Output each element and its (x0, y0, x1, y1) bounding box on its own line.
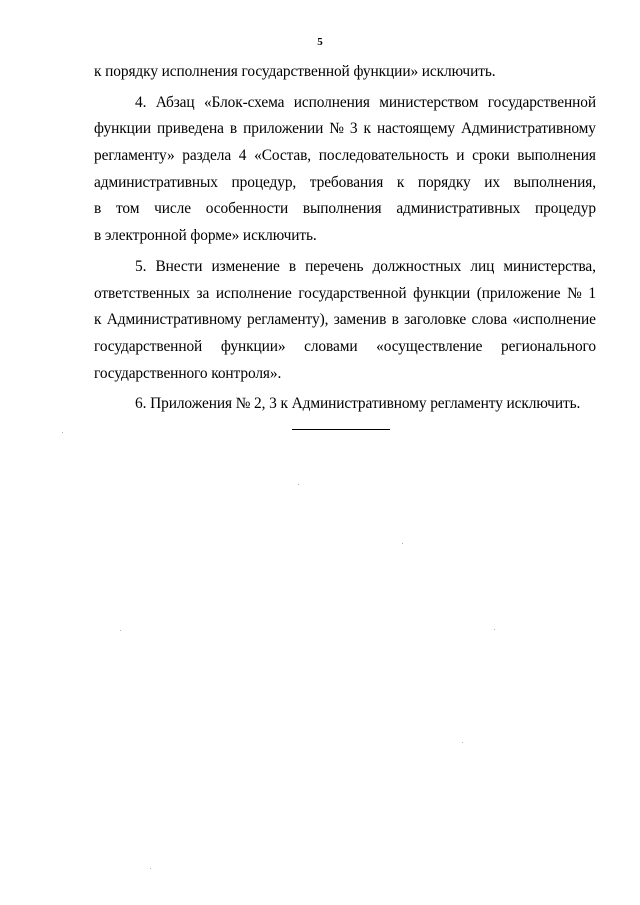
word: государственной (94, 337, 203, 355)
word: процедур (535, 200, 596, 218)
end-of-text-rule (292, 429, 390, 430)
word: настоящему (376, 120, 455, 138)
word: функции (94, 120, 152, 138)
word: регионального (501, 337, 596, 355)
word: их (484, 173, 500, 191)
paragraph-line: в электронной форме» исключить. (94, 227, 317, 245)
word: Абзац (155, 93, 195, 111)
word: порядку (417, 173, 471, 191)
scan-speck (62, 432, 63, 433)
word: процедур, (231, 173, 297, 191)
scan-speck (298, 484, 299, 485)
word: регламенту» (94, 147, 175, 165)
word: министерства, (503, 257, 596, 275)
word: особенности (205, 200, 289, 218)
word: в (391, 311, 399, 329)
paragraph-line: к порядку исполнения государственной функции» исключить. (94, 63, 496, 80)
word: перечень (305, 257, 364, 275)
paragraph-line: 6. Приложения № 2, 3 к Административному регламенту исключить. (135, 395, 581, 413)
word: сроки (472, 147, 510, 165)
paragraph-line: государственного контроля». (94, 364, 282, 382)
word: раздела (182, 147, 232, 165)
word: Административному (106, 311, 242, 329)
word: в (288, 257, 296, 275)
word: изменение (211, 257, 280, 275)
word: (приложение (476, 284, 561, 302)
word: регламенту), (246, 311, 329, 329)
scan-speck (402, 543, 403, 544)
word: административных (396, 200, 521, 218)
word: словами (304, 337, 358, 355)
word: Административному (461, 120, 596, 138)
word: приложении (243, 120, 324, 138)
word: «Состав, (254, 147, 312, 165)
page-number: 5 (317, 36, 323, 48)
word: ответственных (94, 284, 190, 302)
word: в (229, 120, 238, 138)
word: за (196, 284, 210, 302)
paragraph-line (94, 116, 596, 143)
word: исполнение (215, 284, 292, 302)
word: «исполнение (512, 311, 596, 329)
word: к (363, 120, 371, 138)
scan-speck (150, 868, 151, 869)
word: № (329, 120, 344, 138)
word: слова (471, 311, 508, 329)
word: административных (94, 173, 218, 191)
word: выполнения (517, 147, 596, 165)
word: «осуществление (376, 337, 483, 355)
word: № (567, 284, 582, 302)
word: к (94, 311, 102, 329)
word: заголовке (404, 311, 467, 329)
word: выполнения (302, 200, 382, 218)
word: числе (154, 200, 191, 218)
word: лиц (470, 257, 495, 275)
paragraph-line (94, 90, 596, 117)
word: последовательность (318, 147, 449, 165)
paragraph-line (94, 307, 596, 334)
word: исполнения (293, 93, 370, 111)
scan-speck (120, 630, 121, 631)
word: министерством (379, 93, 479, 111)
word: «Блок-схема (203, 93, 285, 111)
word: 4. (135, 93, 147, 111)
paragraph-line (94, 143, 596, 170)
word: государственной (487, 93, 596, 111)
word: 5. (135, 257, 147, 275)
document-body (94, 59, 596, 418)
word: должностных (372, 257, 462, 275)
word: 3 (349, 120, 358, 138)
paragraph-line (94, 334, 596, 361)
word: том (115, 200, 140, 218)
word: требования (309, 173, 384, 191)
word: к (396, 173, 405, 191)
word: функции (413, 284, 471, 302)
word: 1 (588, 284, 596, 302)
word: и (456, 147, 465, 165)
word: заменив (333, 311, 387, 329)
word: Внести (155, 257, 203, 275)
word: государственной (298, 284, 407, 302)
paragraph-line (94, 254, 596, 281)
paragraph-line (94, 281, 596, 308)
scan-speck (494, 629, 495, 630)
paragraph-line (94, 196, 596, 223)
word: функции» (220, 337, 286, 355)
paragraph-line (94, 170, 596, 197)
word: выполнения, (513, 173, 596, 191)
scan-speck (462, 742, 463, 743)
word: в (94, 200, 102, 218)
word: приведена (157, 120, 224, 138)
word: 4 (238, 147, 247, 165)
